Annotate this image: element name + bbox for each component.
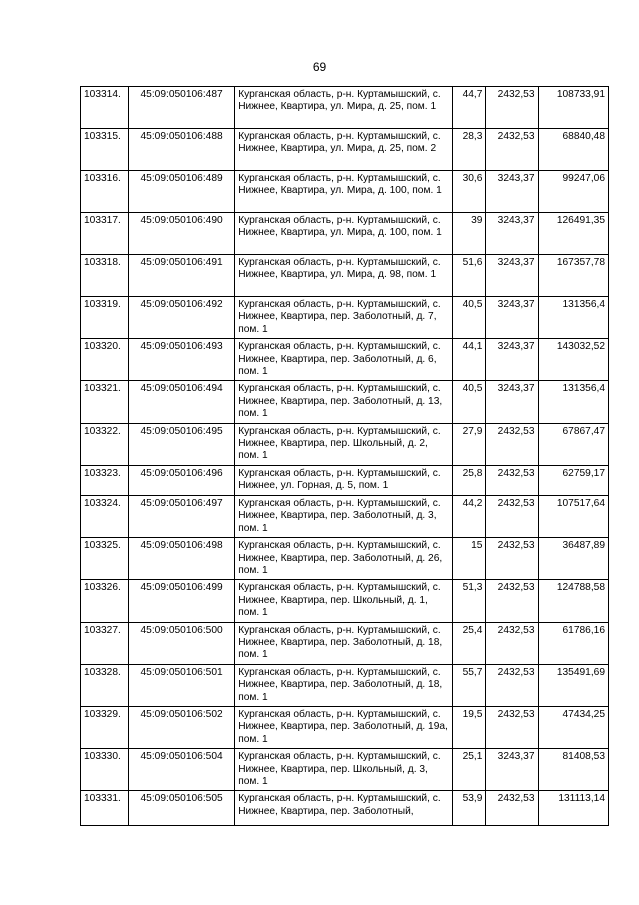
table-row <box>81 297 609 339</box>
cadastral-number-cell: 45:09:050106:505 <box>129 791 235 826</box>
table-row <box>81 255 609 297</box>
area-cell: 15 <box>452 538 486 580</box>
total-value-cell: 131356,4 <box>538 297 609 339</box>
cadastral-number-cell: 45:09:050106:489 <box>129 171 235 213</box>
row-number-cell: 103318. <box>81 255 129 297</box>
registry-table <box>80 86 609 826</box>
total-value-cell: 167357,78 <box>538 255 609 297</box>
cadastral-number-cell: 45:09:050106:487 <box>129 87 235 129</box>
unit-price-cell: 2432,53 <box>486 129 538 171</box>
area-cell: 44,7 <box>452 87 486 129</box>
total-value-cell: 99247,06 <box>538 171 609 213</box>
area-cell: 51,3 <box>452 580 486 622</box>
area-cell: 28,3 <box>452 129 486 171</box>
address-cell: Курганская область, р-н. Куртамышский, с. Нижнее, Квартира, ул. Мира, д. 25, пом. 1 <box>235 87 453 129</box>
address-cell: Курганская область, р-н. Куртамышский, с. Нижнее, Квартира, ул. Мира, д. 98, пом. 1 <box>235 255 453 297</box>
row-number-cell: 103319. <box>81 297 129 339</box>
address-cell: Курганская область, р-н. Куртамышский, с. Нижнее, Квартира, ул. Мира, д. 100, пом. 1 <box>235 171 453 213</box>
total-value-cell: 108733,91 <box>538 87 609 129</box>
total-value-cell: 62759,17 <box>538 465 609 495</box>
total-value-cell: 81408,53 <box>538 749 609 791</box>
area-cell: 25,4 <box>452 622 486 664</box>
row-number-cell: 103315. <box>81 129 129 171</box>
table-row <box>81 339 609 381</box>
cadastral-number-cell: 45:09:050106:496 <box>129 465 235 495</box>
table-row <box>81 622 609 664</box>
total-value-cell: 107517,64 <box>538 495 609 537</box>
table-row <box>81 423 609 465</box>
unit-price-cell: 3243,37 <box>486 339 538 381</box>
unit-price-cell: 3243,37 <box>486 171 538 213</box>
address-cell: Курганская область, р-н. Куртамышский, с. Нижнее, Квартира, пер. Заболотный, д. 19а, пом. 1 <box>235 706 453 748</box>
unit-price-cell: 2432,53 <box>486 423 538 465</box>
row-number-cell: 103330. <box>81 749 129 791</box>
table-row <box>81 465 609 495</box>
total-value-cell: 131356,4 <box>538 381 609 423</box>
cadastral-number-cell: 45:09:050106:497 <box>129 495 235 537</box>
address-cell: Курганская область, р-н. Куртамышский, с. Нижнее, Квартира, пер. Заболотный, д. 18, пом. 1 <box>235 664 453 706</box>
area-cell: 40,5 <box>452 297 486 339</box>
table-body <box>81 87 609 826</box>
address-cell: Курганская область, р-н. Куртамышский, с. Нижнее, ул. Горная, д. 5, пом. 1 <box>235 465 453 495</box>
cadastral-number-cell: 45:09:050106:495 <box>129 423 235 465</box>
address-cell: Курганская область, р-н. Куртамышский, с. Нижнее, Квартира, пер. Школьный, д. 1, пом. 1 <box>235 580 453 622</box>
cadastral-number-cell: 45:09:050106:493 <box>129 339 235 381</box>
unit-price-cell: 2432,53 <box>486 791 538 826</box>
table-row <box>81 381 609 423</box>
area-cell: 19,5 <box>452 706 486 748</box>
table-row <box>81 171 609 213</box>
table-row <box>81 87 609 129</box>
row-number-cell: 103317. <box>81 213 129 255</box>
area-cell: 25,1 <box>452 749 486 791</box>
cadastral-number-cell: 45:09:050106:494 <box>129 381 235 423</box>
address-cell: Курганская область, р-н. Куртамышский, с. Нижнее, Квартира, пер. Заболотный, <box>235 791 453 826</box>
unit-price-cell: 2432,53 <box>486 465 538 495</box>
unit-price-cell: 2432,53 <box>486 495 538 537</box>
row-number-cell: 103322. <box>81 423 129 465</box>
total-value-cell: 67867,47 <box>538 423 609 465</box>
table-row <box>81 495 609 537</box>
address-cell: Курганская область, р-н. Куртамышский, с. Нижнее, Квартира, пер. Заболотный, д. 7, пом. 1 <box>235 297 453 339</box>
total-value-cell: 61786,16 <box>538 622 609 664</box>
total-value-cell: 126491,35 <box>538 213 609 255</box>
address-cell: Курганская область, р-н. Куртамышский, с. Нижнее, Квартира, пер. Заболотный, д. 26, пом. 1 <box>235 538 453 580</box>
table-row <box>81 749 609 791</box>
unit-price-cell: 3243,37 <box>486 381 538 423</box>
area-cell: 51,6 <box>452 255 486 297</box>
cadastral-number-cell: 45:09:050106:491 <box>129 255 235 297</box>
total-value-cell: 131113,14 <box>538 791 609 826</box>
row-number-cell: 103326. <box>81 580 129 622</box>
unit-price-cell: 2432,53 <box>486 580 538 622</box>
total-value-cell: 68840,48 <box>538 129 609 171</box>
unit-price-cell: 2432,53 <box>486 538 538 580</box>
cadastral-number-cell: 45:09:050106:492 <box>129 297 235 339</box>
cadastral-number-cell: 45:09:050106:490 <box>129 213 235 255</box>
total-value-cell: 143032,52 <box>538 339 609 381</box>
unit-price-cell: 2432,53 <box>486 622 538 664</box>
unit-price-cell: 3243,37 <box>486 213 538 255</box>
cadastral-number-cell: 45:09:050106:498 <box>129 538 235 580</box>
table-row <box>81 791 609 826</box>
address-cell: Курганская область, р-н. Куртамышский, с. Нижнее, Квартира, ул. Мира, д. 100, пом. 1 <box>235 213 453 255</box>
total-value-cell: 124788,58 <box>538 580 609 622</box>
area-cell: 44,1 <box>452 339 486 381</box>
table-row <box>81 538 609 580</box>
area-cell: 55,7 <box>452 664 486 706</box>
table-row <box>81 706 609 748</box>
address-cell: Курганская область, р-н. Куртамышский, с. Нижнее, Квартира, пер. Школьный, д. 3, пом. 1 <box>235 749 453 791</box>
address-cell: Курганская область, р-н. Куртамышский, с. Нижнее, Квартира, пер. Заболотный, д. 3, пом. 1 <box>235 495 453 537</box>
area-cell: 53,9 <box>452 791 486 826</box>
cadastral-number-cell: 45:09:050106:501 <box>129 664 235 706</box>
row-number-cell: 103324. <box>81 495 129 537</box>
row-number-cell: 103314. <box>81 87 129 129</box>
row-number-cell: 103321. <box>81 381 129 423</box>
unit-price-cell: 2432,53 <box>486 87 538 129</box>
table-row <box>81 664 609 706</box>
total-value-cell: 135491,69 <box>538 664 609 706</box>
row-number-cell: 103327. <box>81 622 129 664</box>
area-cell: 30,6 <box>452 171 486 213</box>
table-row <box>81 213 609 255</box>
address-cell: Курганская область, р-н. Куртамышский, с. Нижнее, Квартира, пер. Заболотный, д. 13, пом. 1 <box>235 381 453 423</box>
area-cell: 40,5 <box>452 381 486 423</box>
address-cell: Курганская область, р-н. Куртамышский, с. Нижнее, Квартира, пер. Школьный, д. 2, пом. 1 <box>235 423 453 465</box>
row-number-cell: 103316. <box>81 171 129 213</box>
row-number-cell: 103331. <box>81 791 129 826</box>
address-cell: Курганская область, р-н. Куртамышский, с. Нижнее, Квартира, пер. Заболотный, д. 18, пом. 1 <box>235 622 453 664</box>
table-row <box>81 129 609 171</box>
unit-price-cell: 3243,37 <box>486 297 538 339</box>
page-number: 69 <box>312 60 327 74</box>
total-value-cell: 36487,89 <box>538 538 609 580</box>
row-number-cell: 103325. <box>81 538 129 580</box>
row-number-cell: 103329. <box>81 706 129 748</box>
address-cell: Курганская область, р-н. Куртамышский, с. Нижнее, Квартира, пер. Заболотный, д. 6, пом. 1 <box>235 339 453 381</box>
row-number-cell: 103328. <box>81 664 129 706</box>
cadastral-number-cell: 45:09:050106:499 <box>129 580 235 622</box>
area-cell: 27,9 <box>452 423 486 465</box>
area-cell: 44,2 <box>452 495 486 537</box>
row-number-cell: 103320. <box>81 339 129 381</box>
unit-price-cell: 3243,37 <box>486 749 538 791</box>
cadastral-number-cell: 45:09:050106:500 <box>129 622 235 664</box>
total-value-cell: 47434,25 <box>538 706 609 748</box>
cadastral-number-cell: 45:09:050106:488 <box>129 129 235 171</box>
area-cell: 39 <box>452 213 486 255</box>
unit-price-cell: 2432,53 <box>486 664 538 706</box>
address-cell: Курганская область, р-н. Куртамышский, с. Нижнее, Квартира, ул. Мира, д. 25, пом. 2 <box>235 129 453 171</box>
area-cell: 25,8 <box>452 465 486 495</box>
unit-price-cell: 2432,53 <box>486 706 538 748</box>
cadastral-number-cell: 45:09:050106:504 <box>129 749 235 791</box>
unit-price-cell: 3243,37 <box>486 255 538 297</box>
table-row <box>81 580 609 622</box>
cadastral-number-cell: 45:09:050106:502 <box>129 706 235 748</box>
row-number-cell: 103323. <box>81 465 129 495</box>
